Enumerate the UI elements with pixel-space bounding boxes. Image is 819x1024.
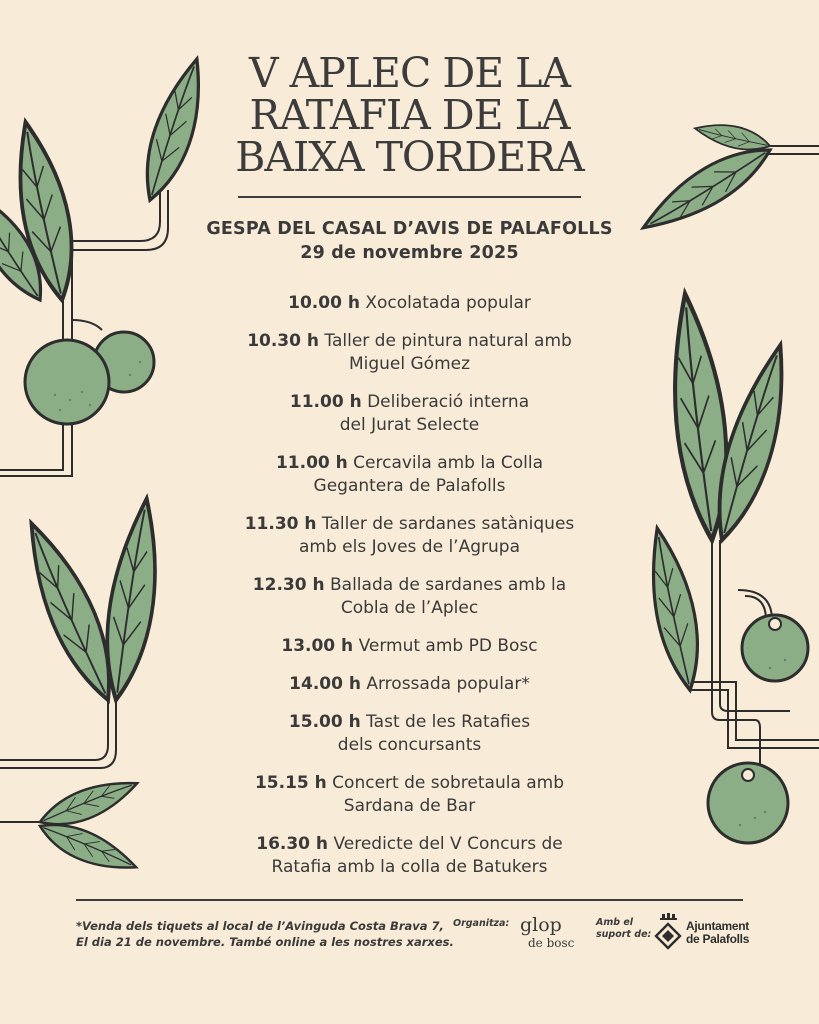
event-description: Taller de pintura natural amb: [324, 331, 572, 351]
support-label-line-1: Amb el: [596, 917, 634, 928]
event-description: Tast de les Ratafies: [366, 712, 531, 732]
event-time: 10.30 h: [247, 331, 319, 351]
event-description: Veredicte del V Concurs de: [333, 834, 563, 854]
event-time: 14.00 h: [289, 674, 361, 694]
schedule-item: [0, 513, 819, 559]
ajuntament-palafolls-logo: [686, 920, 749, 946]
event-time: 13.00 h: [281, 636, 354, 656]
event-description-continued: del Jurat Selecte: [339, 415, 480, 435]
footer-divider: [76, 899, 743, 901]
event-description: Taller de sardanes satàniques: [321, 514, 575, 534]
schedule-item: [0, 833, 819, 879]
support-logo-line-1: Ajuntament: [686, 919, 750, 933]
title-divider: [238, 196, 581, 198]
event-description-continued: Cobla de l’Aplec: [340, 598, 479, 618]
schedule-item: [0, 635, 819, 658]
palafolls-shield-icon: [654, 912, 682, 952]
schedule-item: [0, 673, 819, 696]
event-time: 12.30 h: [252, 575, 325, 595]
schedule-item: [0, 292, 819, 315]
event-description-continued: dels concursants: [337, 735, 482, 755]
ticket-note-line-2: El dia 21 de novembre. També online a les nostres xarxes.: [76, 935, 454, 949]
event-title: [0, 49, 819, 181]
event-time: 11.00 h: [275, 453, 348, 473]
event-description: Concert de sobretaula amb: [332, 773, 565, 793]
organizer-label: Organitza:: [453, 918, 510, 929]
event-description: Cercavila amb la Colla: [353, 453, 544, 473]
event-time: 10.00 h: [288, 293, 360, 313]
venue-date: 29 de novembre 2025: [300, 243, 519, 263]
organizer-logo-line-2: de bosc: [528, 936, 575, 950]
schedule-item: [0, 391, 819, 437]
support-label-line-2: suport de:: [596, 929, 652, 940]
event-time: 11.00 h: [289, 392, 362, 412]
title-line-1: V APLEC DE LA: [248, 49, 571, 97]
event-description-continued: Sardana de Bar: [343, 796, 476, 816]
schedule-item: [0, 330, 819, 376]
venue-block: [0, 217, 819, 265]
event-description-continued: Miguel Gómez: [348, 354, 471, 374]
schedule-item: [0, 772, 819, 818]
event-description-continued: Ratafia amb la colla de Batukers: [271, 857, 548, 877]
event-description: Ballada de sardanes amb la: [330, 575, 567, 595]
schedule-item: [0, 452, 819, 498]
event-time: 16.30 h: [256, 834, 329, 854]
support-logo-line-2: de Palafolls: [686, 932, 750, 946]
title-line-3: BAIXA TORDERA: [235, 133, 584, 181]
support-label: [596, 917, 651, 941]
event-time: 11.30 h: [244, 514, 317, 534]
venue-place: GESPA DEL CASAL D’AVIS DE PALAFOLLS: [206, 219, 613, 239]
event-description: Arrossada popular*: [366, 674, 530, 694]
event-description-continued: Gegantera de Palafolls: [313, 476, 506, 496]
schedule-item: [0, 574, 819, 620]
event-time: 15.15 h: [254, 773, 327, 793]
event-description-continued: amb els Joves de l’Agrupa: [299, 537, 520, 557]
ticket-note: [76, 918, 454, 950]
event-description: Deliberació interna: [367, 392, 530, 412]
schedule-list: [0, 292, 819, 894]
event-description: Vermut amb PD Bosc: [358, 636, 538, 656]
organizer-logo-line-1: glop: [520, 914, 562, 936]
event-description: Xocolatada popular: [365, 293, 531, 313]
title-line-2: RATAFIA DE LA: [249, 91, 570, 139]
event-time: 15.00 h: [288, 712, 361, 732]
schedule-item: [0, 711, 819, 757]
ticket-note-line-1: *Venda dels tiquets al local de l’Avinguda Costa Brava 7,: [76, 919, 444, 933]
glop-de-bosc-logo: [520, 915, 575, 955]
